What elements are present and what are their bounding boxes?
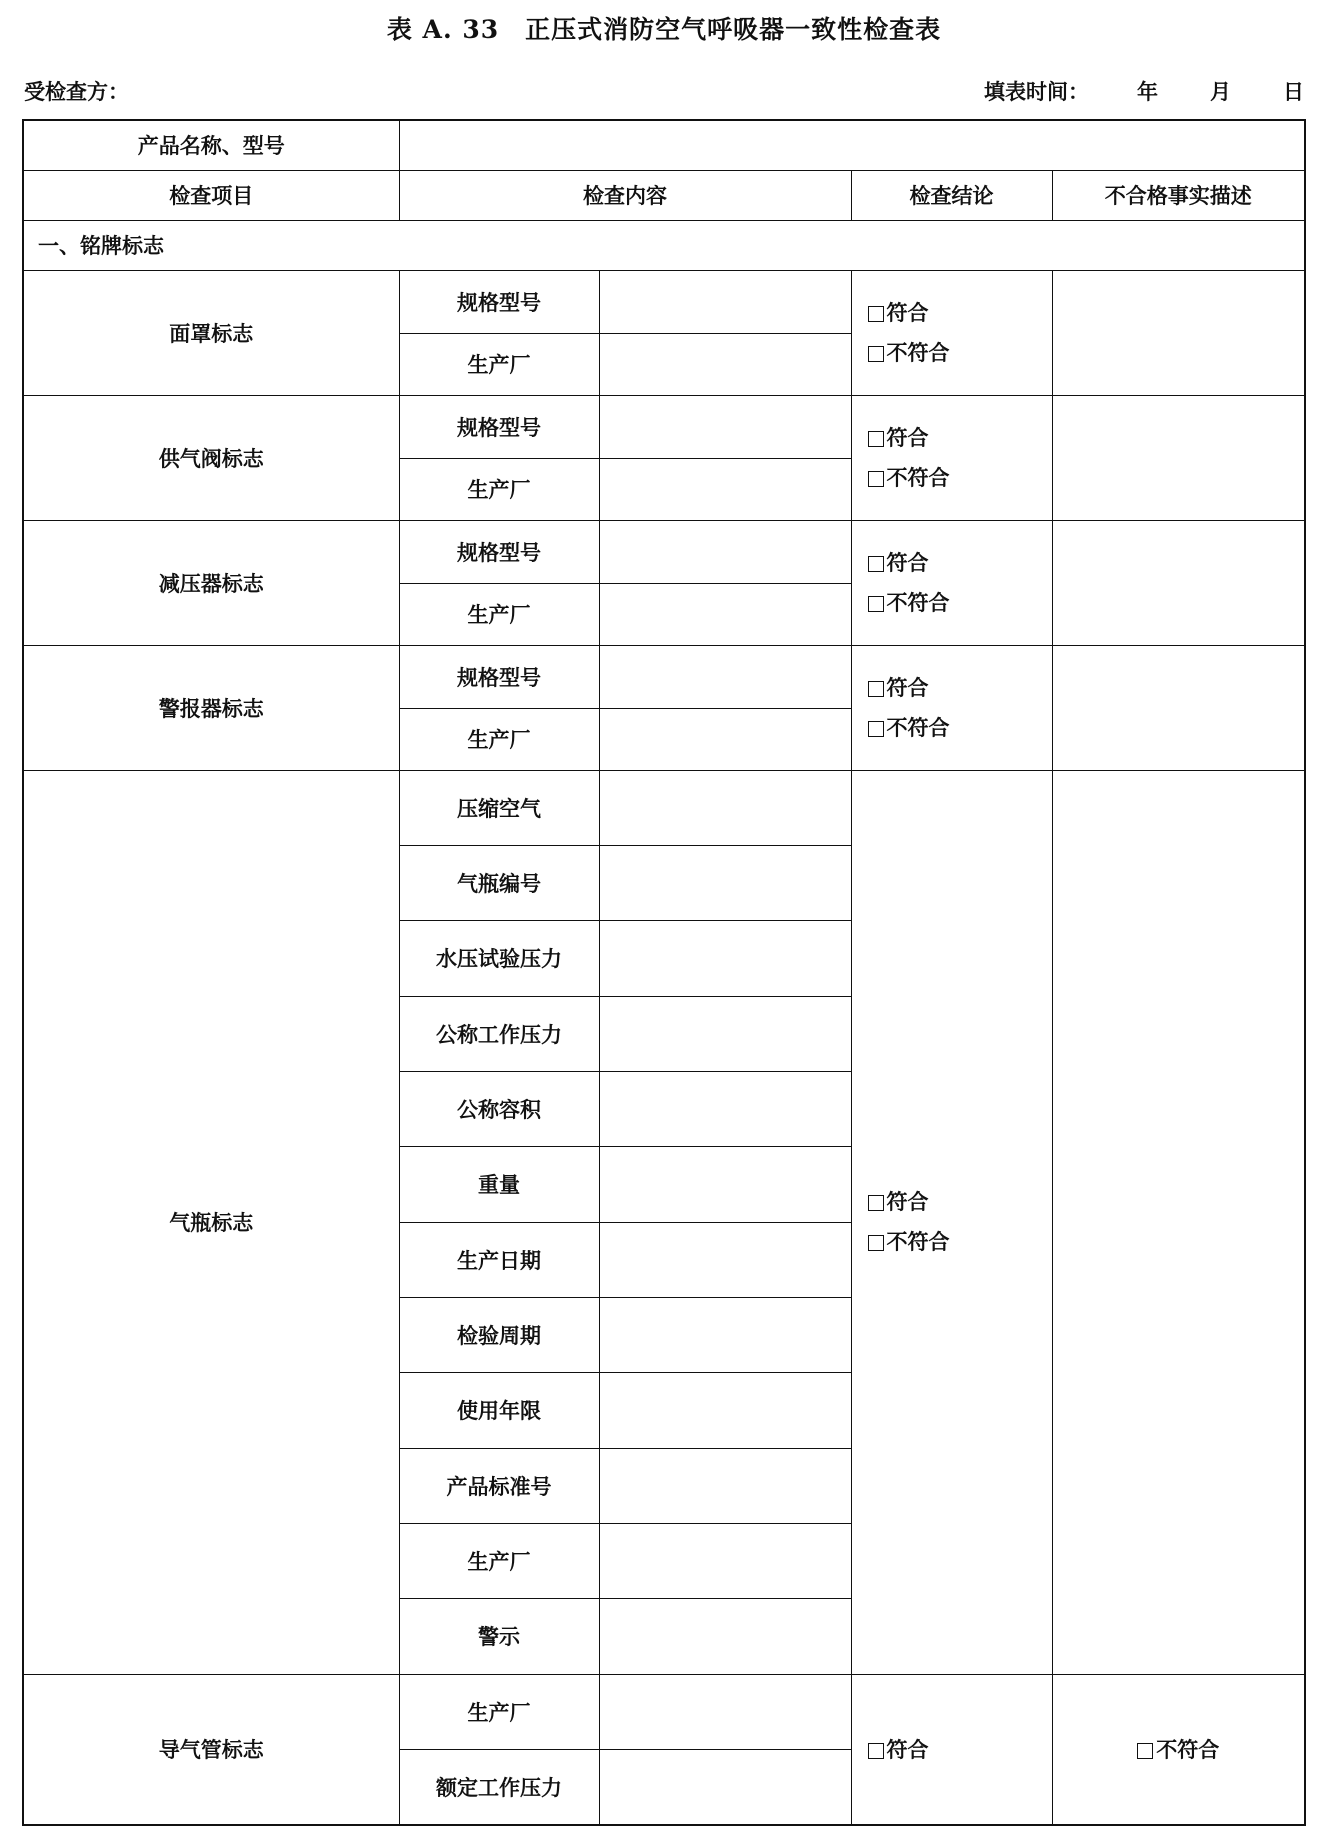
item-value-field[interactable] <box>599 520 851 583</box>
section-title: 一、铭牌标志 <box>23 220 1305 270</box>
day-label: 日 <box>1283 80 1304 104</box>
month-label: 月 <box>1210 80 1231 104</box>
item-label: 生产厂 <box>399 333 599 395</box>
item-value-field[interactable] <box>599 1674 851 1749</box>
item-label: 公称工作压力 <box>399 996 599 1071</box>
table-row <box>23 270 1305 333</box>
description-cell <box>1052 1674 1305 1825</box>
description-field[interactable] <box>1052 395 1305 520</box>
conform-option[interactable]: 符合 <box>868 1734 929 1764</box>
item-label: 警示 <box>399 1598 599 1674</box>
conform-option[interactable]: 符合 <box>868 293 1052 333</box>
table-row <box>23 1674 1305 1749</box>
item-value-field[interactable] <box>599 1222 851 1297</box>
item-value-field[interactable] <box>599 1523 851 1598</box>
item-label: 检验周期 <box>399 1297 599 1372</box>
conclusion-cell <box>851 1674 1052 1825</box>
col-header-item: 检查项目 <box>23 170 399 220</box>
product-name-field[interactable] <box>399 120 1305 170</box>
item-label: 规格型号 <box>399 395 599 458</box>
description-field[interactable] <box>1052 520 1305 645</box>
checkbox-icon[interactable] <box>1137 1743 1153 1759</box>
checkbox-icon[interactable] <box>868 471 884 487</box>
group-label: 气瓶标志 <box>23 770 399 1674</box>
group-label: 减压器标志 <box>23 520 399 645</box>
item-value-field[interactable] <box>599 845 851 920</box>
checkbox-icon[interactable] <box>868 556 884 572</box>
checkbox-icon[interactable] <box>868 721 884 737</box>
document-title: 表 A. 33 正压式消防空气呼吸器一致性检查表 <box>386 15 942 44</box>
item-value-field[interactable] <box>599 270 851 333</box>
item-label: 使用年限 <box>399 1372 599 1448</box>
item-value-field[interactable] <box>599 1749 851 1825</box>
inspection-table <box>22 119 1306 1826</box>
nonconform-option[interactable]: 不符合 <box>868 583 1052 623</box>
nonconform-option[interactable]: 不符合 <box>868 333 1052 373</box>
group-label: 导气管标志 <box>23 1674 399 1825</box>
group-label: 面罩标志 <box>23 270 399 395</box>
item-label: 压缩空气 <box>399 770 599 845</box>
conform-option[interactable]: 符合 <box>868 543 1052 583</box>
checkbox-icon[interactable] <box>868 1195 884 1211</box>
item-value-field[interactable] <box>599 395 851 458</box>
fill-time-label: 填表时间： <box>984 80 1089 104</box>
checkbox-icon[interactable] <box>868 431 884 447</box>
conform-option[interactable]: 符合 <box>868 418 1052 458</box>
item-label: 产品标准号 <box>399 1448 599 1523</box>
table-row <box>23 520 1305 583</box>
checkbox-icon[interactable] <box>868 681 884 697</box>
conclusion-cell <box>851 770 1052 1674</box>
item-value-field[interactable] <box>599 1297 851 1372</box>
table-row <box>23 645 1305 708</box>
checkbox-icon[interactable] <box>868 1235 884 1251</box>
item-value-field[interactable] <box>599 996 851 1071</box>
group-label: 供气阀标志 <box>23 395 399 520</box>
nonconform-option[interactable]: 不符合 <box>868 708 1052 748</box>
fill-time <box>984 76 1304 106</box>
item-label: 生产厂 <box>399 583 599 645</box>
conclusion-cell <box>851 645 1052 770</box>
nonconform-option[interactable]: 不符合 <box>868 1222 1052 1262</box>
col-header-content: 检查内容 <box>399 170 851 220</box>
product-name-row <box>23 120 1305 170</box>
item-value-field[interactable] <box>599 920 851 996</box>
product-name-label: 产品名称、型号 <box>23 120 399 170</box>
year-label: 年 <box>1137 80 1158 104</box>
section-row <box>23 220 1305 270</box>
col-header-description: 不合格事实描述 <box>1052 170 1305 220</box>
nonconform-option[interactable]: 不符合 <box>1137 1734 1219 1764</box>
conclusion-cell <box>851 270 1052 395</box>
item-label: 规格型号 <box>399 520 599 583</box>
conform-option[interactable]: 符合 <box>868 668 1052 708</box>
item-label: 生产厂 <box>399 708 599 770</box>
header-row <box>23 170 1305 220</box>
item-label: 生产日期 <box>399 1222 599 1297</box>
item-value-field[interactable] <box>599 645 851 708</box>
item-label: 生产厂 <box>399 1674 599 1749</box>
item-value-field[interactable] <box>599 583 851 645</box>
item-label: 额定工作压力 <box>399 1749 599 1825</box>
item-label: 规格型号 <box>399 270 599 333</box>
checkbox-icon[interactable] <box>868 306 884 322</box>
item-label: 水压试验压力 <box>399 920 599 996</box>
table-row <box>23 770 1305 845</box>
conclusion-cell <box>851 520 1052 645</box>
checkbox-icon[interactable] <box>868 346 884 362</box>
item-value-field[interactable] <box>599 1071 851 1146</box>
inspected-party-label: 受检查方： <box>24 80 129 104</box>
group-label: 警报器标志 <box>23 645 399 770</box>
description-field[interactable] <box>1052 645 1305 770</box>
table-row <box>23 395 1305 458</box>
item-label: 生产厂 <box>399 458 599 520</box>
item-label: 重量 <box>399 1146 599 1222</box>
checkbox-icon[interactable] <box>868 596 884 612</box>
item-value-field[interactable] <box>599 458 851 520</box>
checkbox-icon[interactable] <box>868 1743 884 1759</box>
item-label: 生产厂 <box>399 1523 599 1598</box>
description-field[interactable] <box>1052 770 1305 1674</box>
conform-option[interactable]: 符合 <box>868 1182 1052 1222</box>
item-label: 气瓶编号 <box>399 845 599 920</box>
nonconform-option[interactable]: 不符合 <box>868 458 1052 498</box>
item-value-field[interactable] <box>599 708 851 770</box>
item-value-field[interactable] <box>599 1372 851 1448</box>
item-value-field[interactable] <box>599 1146 851 1222</box>
col-header-conclusion: 检查结论 <box>851 170 1052 220</box>
item-value-field[interactable] <box>599 770 851 845</box>
item-value-field[interactable] <box>599 333 851 395</box>
item-label: 规格型号 <box>399 645 599 708</box>
item-value-field[interactable] <box>599 1448 851 1523</box>
conclusion-cell <box>851 395 1052 520</box>
description-field[interactable] <box>1052 270 1305 395</box>
item-value-field[interactable] <box>599 1598 851 1674</box>
item-label: 公称容积 <box>399 1071 599 1146</box>
